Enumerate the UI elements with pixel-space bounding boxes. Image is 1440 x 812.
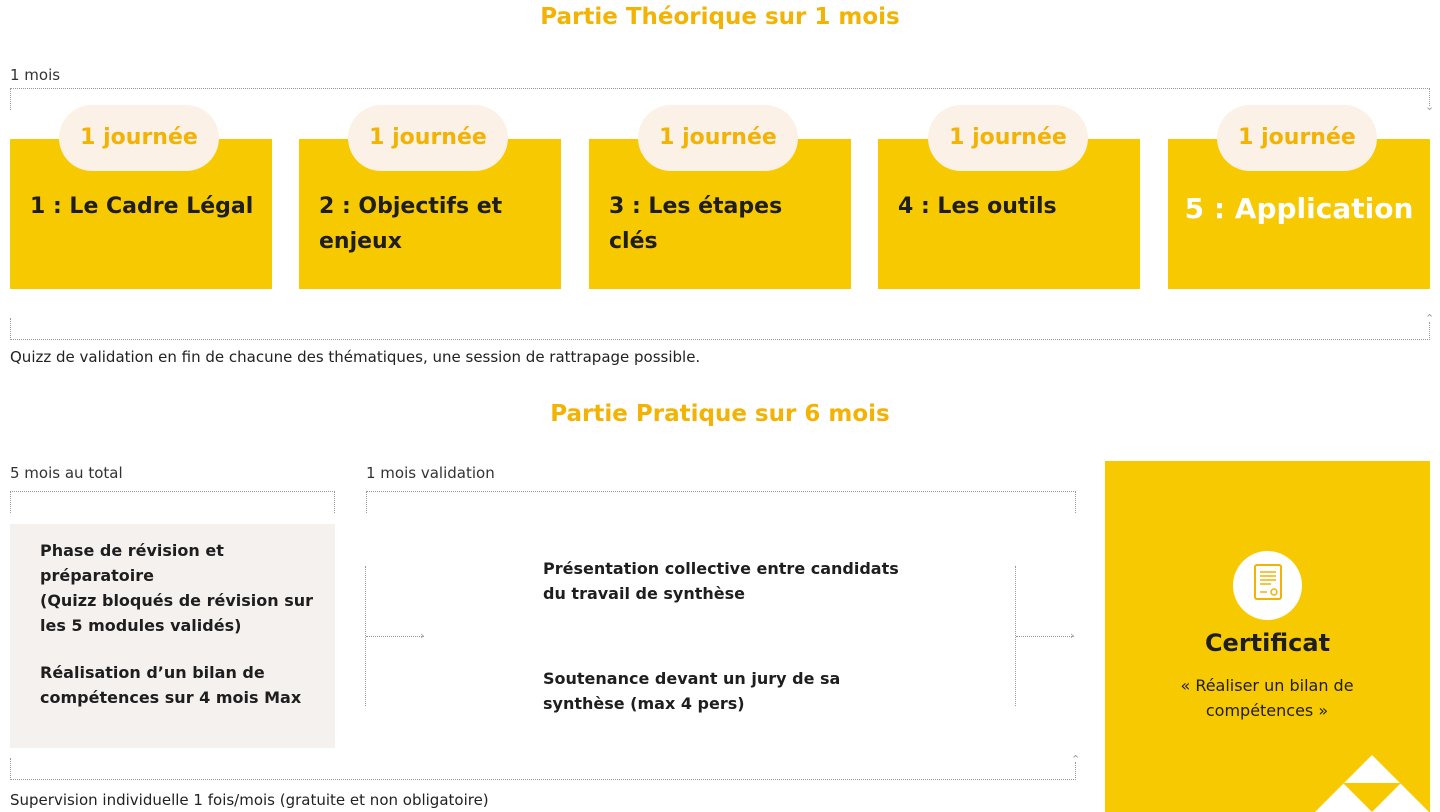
certificate-title: Certificat — [1204, 629, 1331, 657]
certificate-panel — [1105, 461, 1430, 812]
module-title-5: 5 : Application — [1184, 192, 1414, 225]
certificate-icon — [1233, 551, 1302, 620]
certificate-subtitle: « Réaliser un bilan de compétences » — [1180, 676, 1354, 720]
theory-duration-label: 1 mois — [10, 66, 61, 84]
up-arrow-icon: ⌃ — [1071, 753, 1081, 766]
module-badge-3: 1 journée — [638, 105, 798, 171]
phase1-label: 5 mois au total — [10, 464, 123, 482]
module-title-3: 3 : Les étapes clés — [609, 194, 783, 254]
revision-quizz-text: (Quizz bloqués de révision sur les 5 modules validés) — [40, 591, 313, 635]
revision-box — [10, 524, 335, 748]
revision-bilan-text: Réalisation d’un bilan de compétences sur 4 mois Max — [40, 663, 302, 707]
module-title-1: 1 : Le Cadre Légal — [30, 194, 254, 219]
phase1-bracket-right — [334, 491, 335, 513]
up-arrow-icon: ⌃ — [1425, 312, 1435, 325]
module-badge-2: 1 journée — [348, 105, 508, 171]
phase2-bracket-right — [1075, 491, 1076, 513]
practice-title: Partie Pratique sur 6 mois — [550, 401, 890, 427]
phase2-bracket — [366, 491, 1076, 492]
theory-top-bracket — [10, 88, 1430, 89]
validation-soutenance-text: Soutenance devant un jury de sa synthèse (max 4 pers) — [543, 669, 841, 713]
right-arrow-icon: › — [1070, 629, 1075, 642]
phase1-bracket — [10, 491, 335, 492]
module-badge-1: 1 journée — [59, 105, 219, 171]
validation-presentation-text: Présentation collective entre candidats du travail de synthèse — [543, 559, 899, 603]
theory-bottom-bracket-left — [10, 318, 11, 340]
phase2-label: 1 mois validation — [366, 464, 495, 482]
down-arrow-icon: ⌄ — [1425, 100, 1435, 113]
module-title-4: 4 : Les outils — [898, 194, 1057, 219]
theory-bottom-bracket — [10, 339, 1430, 340]
theory-footer-note: Quizz de validation en fin de chacune des thématiques, une session de rattrapage possible. — [10, 348, 701, 366]
module-badge-4: 1 journée — [928, 105, 1088, 171]
validation-out-arrow — [1016, 636, 1074, 637]
module-badge-5: 1 journée — [1217, 105, 1377, 171]
validation-in-arrow — [366, 636, 424, 637]
phase2-bracket-left — [366, 491, 367, 513]
supervision-bracket — [10, 779, 1076, 780]
supervision-note: Supervision individuelle 1 fois/mois (gratuite et non obligatoire) — [10, 791, 489, 809]
phase1-bracket-left — [10, 491, 11, 513]
module-title-2: 2 : Objectifs et enjeux — [319, 194, 503, 254]
revision-phase-text: Phase de révision et préparatoire — [40, 541, 224, 585]
triangle-decoration-icon — [1315, 755, 1430, 812]
right-arrow-icon: › — [420, 629, 425, 642]
theory-title: Partie Théorique sur 1 mois — [540, 4, 900, 30]
supervision-bracket-left — [10, 758, 11, 780]
theory-top-bracket-left — [10, 88, 11, 110]
